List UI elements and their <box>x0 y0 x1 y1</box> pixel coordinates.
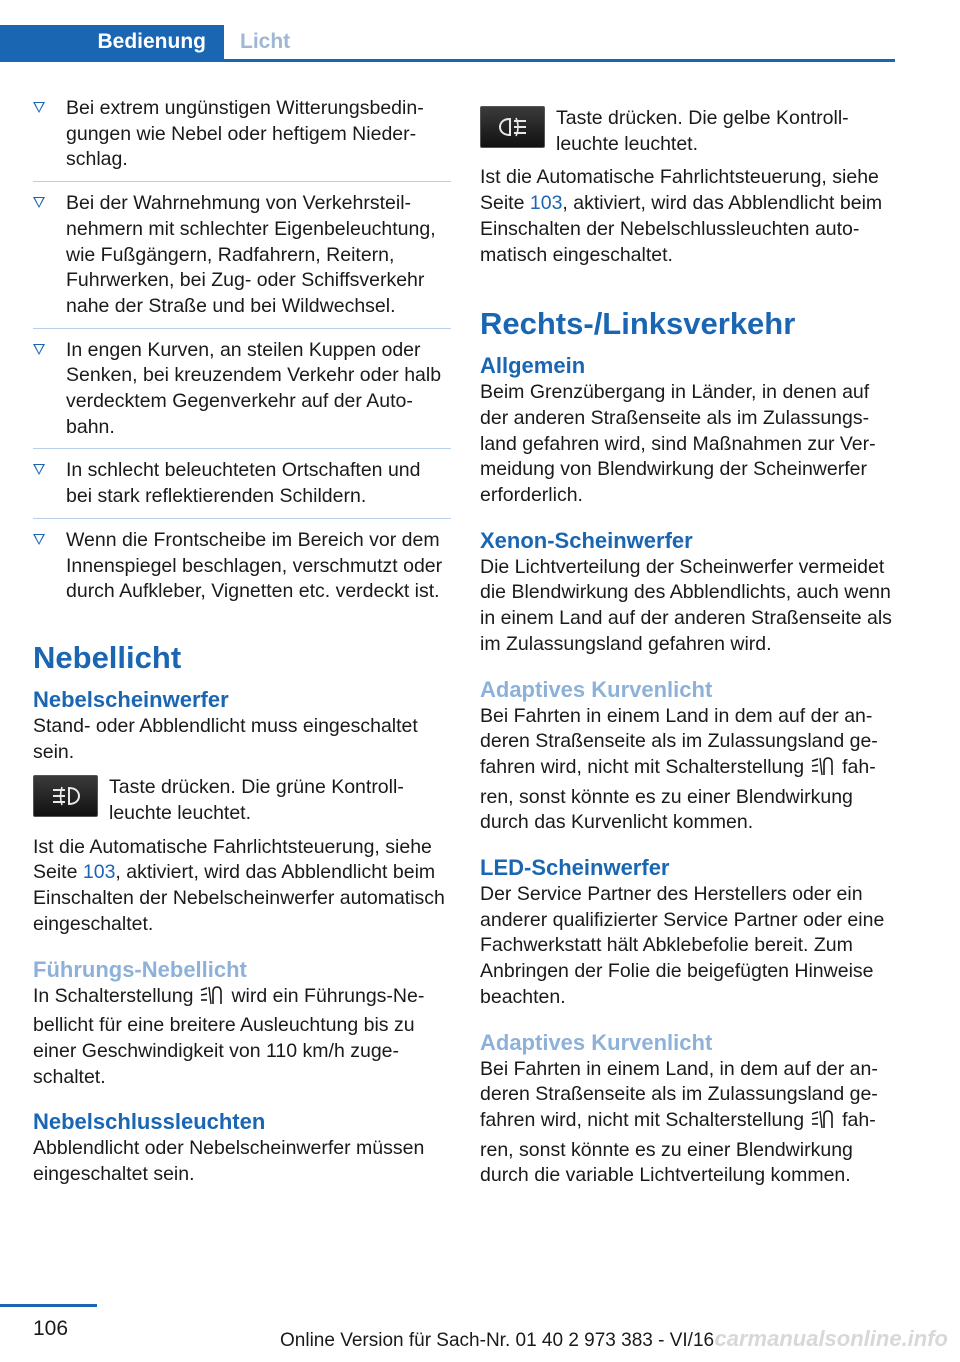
heading-led-scheinwerfer: LED-Scheinwerfer <box>480 855 670 881</box>
bullet-list <box>33 96 451 613</box>
paragraph: Abblendlicht oder Nebelscheinwerfer müssen eingeschaltet sein. <box>33 1137 425 1186</box>
paragraph: Bei Fahrten in einem Land in dem auf der anderen Straßenseite als im Zulassungsland gefahren wird, nicht mit Schalterstellung fahren, sonst könnte es zu einer Blendwirkung durch das Kurvenlicht kommen. <box>480 704 878 834</box>
right-column <box>480 96 898 1189</box>
triangle-bullet-icon <box>33 464 45 475</box>
triangle-bullet-icon <box>33 197 45 208</box>
left-column <box>33 96 451 1188</box>
triangle-bullet-icon <box>33 344 45 355</box>
paragraph: Ist die Automatische Fahrlichtsteuerung, siehe Seite 103, aktiviert, wird das Abblendlicht beim Einschalten der Nebelschlussleuchten automatisch eingeschaltet. <box>480 166 883 266</box>
heading-fuehrungs-nebellicht: Führungs-Nebellicht <box>33 956 247 982</box>
heading-adaptives-kurvenlicht: Adaptives Kurvenlicht <box>480 676 713 702</box>
triangle-bullet-icon <box>33 102 45 113</box>
watermark: carmanualsonline.info <box>714 1326 948 1351</box>
page-link-103[interactable]: 103 <box>82 861 116 884</box>
list-item: In engen Kurven, an steilen Kuppen oder Senken, bei kreuzendem Verkehr oder halb verdecktem Gegenverkehr auf der Autobahn. <box>33 338 451 450</box>
tab-bedienung[interactable]: Bedienung <box>0 25 224 60</box>
heading-nebelscheinwerfer: Nebelscheinwerfer <box>33 686 229 712</box>
fog-light-button-row <box>33 775 451 826</box>
fog-headlight-switch-icon <box>810 1108 836 1138</box>
list-item: In schlecht beleuchteten Ortschaften und bei stark reflektierenden Schildern. <box>33 458 451 518</box>
footer-divider <box>0 1304 97 1307</box>
header-divider <box>0 59 895 62</box>
rear-fog-light-button-icon <box>480 106 545 148</box>
paragraph: Die Lichtverteilung der Scheinwerfer vermeidet die Blendwirkung des Abblendlichts, auch wenn in einem Land auf der anderen Straßenseite als im Zulassungsland gefahren wird. <box>480 555 892 655</box>
page-link-103[interactable]: 103 <box>529 192 563 215</box>
list-item: Bei der Wahrnehmung von Verkehrsteilnehmern mit schlechter Eigenbeleuchtung, wie Fußgängern, Radfahrern, Reitern, Fuhrwerken, bei Zug- oder Schiffsverkehr nahe der Straße und bei Wildwechsel. <box>33 191 451 329</box>
fog-headlight-switch-icon <box>199 984 225 1014</box>
paragraph: Stand- oder Abblendlicht muss eingeschaltet sein. <box>33 714 418 763</box>
triangle-bullet-icon <box>33 534 45 545</box>
list-item: Bei extrem ungünstigen Witterungsbedingungen wie Nebel oder heftigem Niederschlag. <box>33 96 451 182</box>
paragraph: Ist die Automatische Fahrlichtsteuerung, siehe Seite 103, aktiviert, wird das Abblendlicht beim Einschalten der Nebelscheinwerfer automatisch eingeschaltet. <box>33 835 445 935</box>
paragraph: Der Service Partner des Herstellers oder ein anderer qualifizierter Service Partner oder eine Fachwerkstatt hält Abklebefolie bereit. Zum Anbringen der Folie die beigefügten Hinweise beachten. <box>480 883 885 1008</box>
heading-rechts-linksverkehr: Rechts-/Linksverkehr <box>480 306 796 342</box>
heading-adaptives-kurvenlicht-2: Adaptives Kurvenlicht <box>480 1029 713 1055</box>
front-fog-light-button-icon <box>33 775 98 817</box>
list-item: Wenn die Frontscheibe im Bereich vor dem Innenspiegel beschlagen, verschmutzt oder durch Aufkleber, Vignetten etc. verdeckt ist. <box>33 528 451 613</box>
page-number: 106 <box>33 1317 69 1340</box>
online-version-text: Online Version für Sach-Nr. 01 40 2 973 383 - VI/16 <box>280 1330 715 1351</box>
page-header <box>0 0 895 62</box>
paragraph: Beim Grenzübergang in Länder, in denen auf der anderen Straßenseite als im Zulassungsland gefahren wird, sind Maßnahmen zur Vermeidung von Blendwirkung der Scheinwerfer erforderlich. <box>480 381 876 507</box>
heading-allgemein: Allgemein <box>480 353 586 379</box>
button-description: Taste drücken. Die grüne Kontrollleuchte leuchtet. <box>109 776 404 825</box>
heading-xenon-scheinwerfer: Xenon-Scheinwerfer <box>480 527 693 553</box>
heading-nebelschlussleuchten: Nebelschlussleuchten <box>33 1109 266 1135</box>
tab-licht[interactable]: Licht <box>240 30 291 53</box>
paragraph: In Schalterstellung wird ein Führungs-Nebellicht für eine breitere Ausleuchtung bis zu einer Geschwindigkeit von 110 km/h zugeschaltet. <box>33 984 425 1088</box>
button-description: Taste drücken. Die gelbe Kontrollleuchte leuchtet. <box>556 107 849 155</box>
paragraph: Bei Fahrten in einem Land, in dem auf der anderen Straßenseite als im Zulassungsland gefahren wird, nicht mit Schalterstellung fahren, sonst könnte es zu einer Blendwirkung durch die variable Lichtverteilung kommen. <box>480 1057 878 1187</box>
rear-fog-button-row <box>480 106 898 157</box>
fog-headlight-switch-icon <box>810 755 836 785</box>
heading-nebellicht: Nebellicht <box>33 639 182 675</box>
